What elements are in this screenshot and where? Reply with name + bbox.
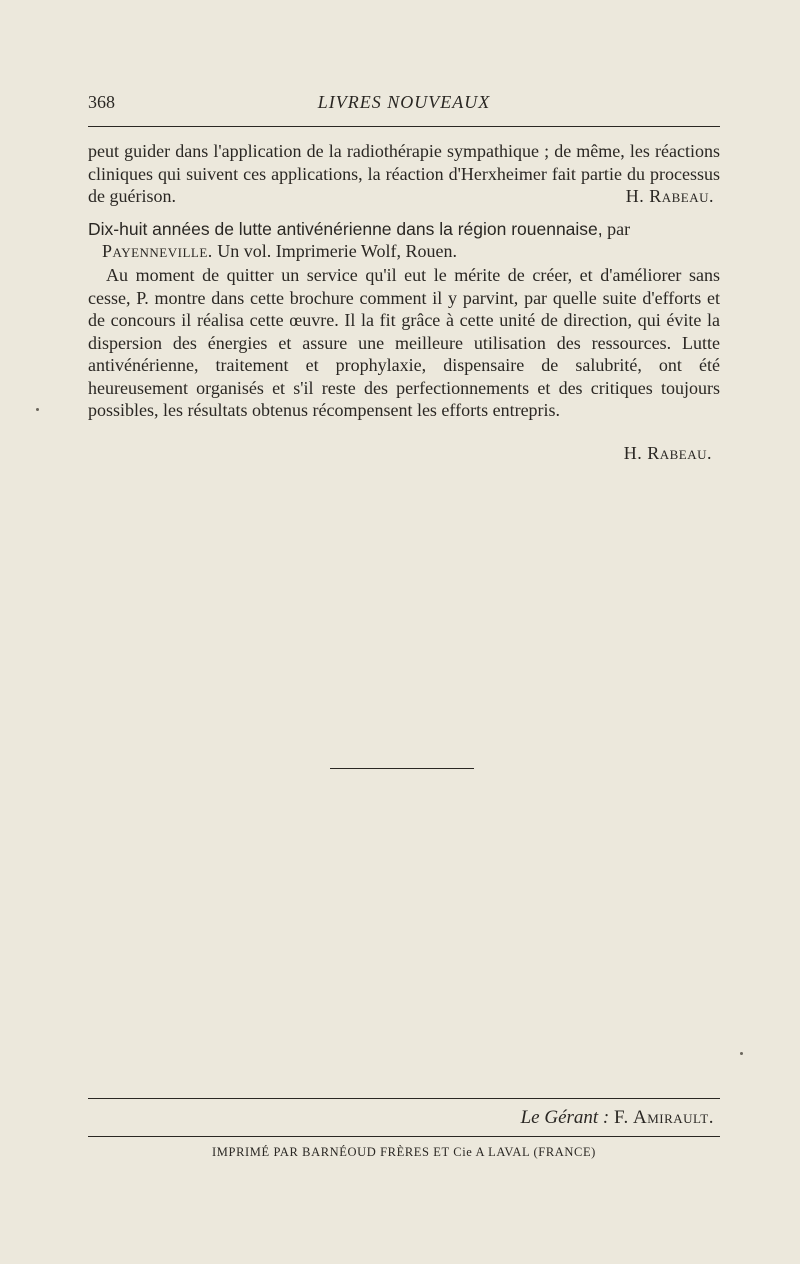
section-separator bbox=[330, 768, 474, 769]
review-signature: H. Rabeau. bbox=[625, 186, 714, 206]
footer-rule-top bbox=[88, 1098, 720, 1099]
page-number: 368 bbox=[88, 92, 115, 112]
footer-rule-bottom bbox=[88, 1136, 720, 1137]
book-author: Payenneville. bbox=[102, 241, 213, 261]
paper-speck bbox=[740, 1052, 743, 1055]
review-body-paragraph: Au moment de quitter un service qu'il eut le mérite de créer, et d'améliorer sans cesse, P. montre dans cette brochure comment il y parvint, par quelle suite d'efforts et de concours il réalisa cette œuvre. Il la fit grâce à cette unité de direction, qui évite la dispersion des énergies et assure une meilleure utilisation des ressources. Lutte antivénérienne, traitement et prophylaxie, dispensaire de salubrité, ont été heureusement organisés et s'il reste des perfectionnements et des critiques toujours possibles, les résultats obtenus récompensent les efforts entrepris. bbox=[88, 265, 720, 420]
gerant-label: Le Gérant : bbox=[520, 1107, 610, 1128]
review-continuation-text: peut guider dans l'application de la radiothérapie sympathique ; de même, les réactions cliniques qui suivent ces applications, la réaction d'Herxheimer fait partie du processus de guérison. bbox=[88, 141, 720, 206]
book-title-suffix: par bbox=[607, 219, 631, 239]
book-title: Dix-huit années de lutte antivénérienne dans la région rouennaise, bbox=[88, 219, 603, 239]
printer-imprint: IMPRIMÉ PAR BARNÉOUD FRÈRES ET Cie A LAVAL (FRANCE) bbox=[212, 1145, 596, 1159]
review-two-signature: H. Rabeau. bbox=[623, 443, 712, 463]
gerant-line bbox=[88, 1105, 714, 1131]
book-entry bbox=[88, 218, 720, 262]
page-header bbox=[88, 92, 720, 118]
review-continuation-paragraph bbox=[88, 140, 720, 208]
book-publication: Un vol. Imprimerie Wolf, Rouen. bbox=[217, 241, 457, 261]
header-rule bbox=[88, 126, 720, 127]
running-title: LIVRES NOUVEAUX bbox=[317, 92, 491, 112]
paper-speck bbox=[36, 408, 39, 411]
gerant-name: F. Amirault. bbox=[614, 1107, 714, 1128]
